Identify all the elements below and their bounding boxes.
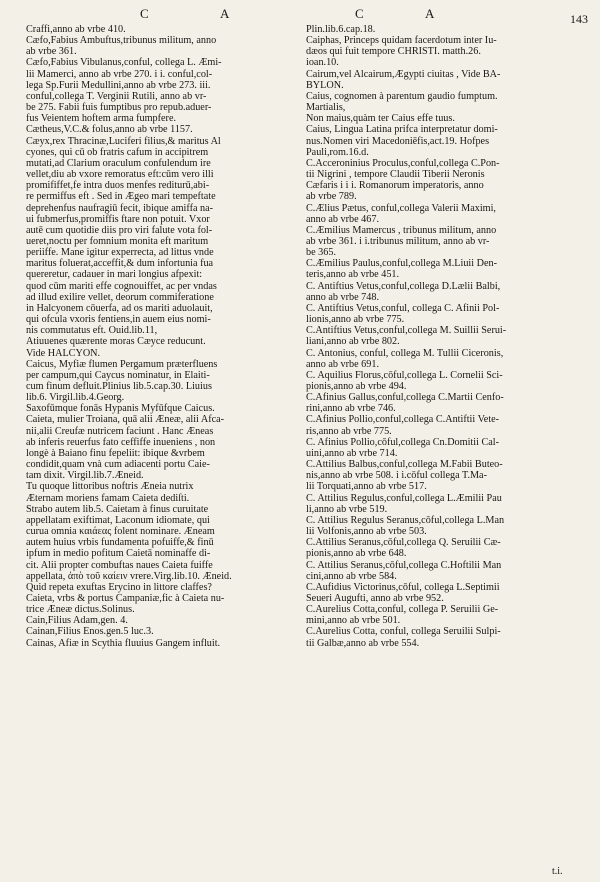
text-line: Seueri Augufti, anno ab vrbe 952. xyxy=(306,592,444,604)
text-line: condidit,quam vnà cum adiacenti portu Caie- xyxy=(26,459,210,471)
catchword: t.i. xyxy=(552,866,563,877)
text-line: Vide HALCYON. xyxy=(26,347,101,359)
text-line: ab vrbe 361. xyxy=(26,46,77,58)
text-line: C. Aquilius Florus,cōful,collega L. Cornelii Sci- xyxy=(306,369,503,381)
text-line: C. Attilius Regulus Seranus,cōful,collega L.Man xyxy=(306,514,505,526)
text-line: lii Mamerci, anno ab vrbe 270. i i. conful,col- xyxy=(26,68,213,80)
text-line: anno ab vrbe 467. xyxy=(306,213,379,225)
text-line: conful,collega T. Verginii Rutili, anno ab vr- xyxy=(26,90,207,102)
text-line: Cætheus,V.C.& folus,anno ab vrbe 1157. xyxy=(26,124,193,136)
text-line: C. Antonius, conful, collega M. Tullii Ciceronis, xyxy=(306,347,504,359)
text-line: autem huius vrbis fundamenta pofuiffe,& finū xyxy=(26,537,214,549)
text-line: cit. Alii propter combuftas naues Caieta fuiffe xyxy=(26,559,213,571)
text-line: tam dixit. Virgil.lib.7.Æneid. xyxy=(26,470,144,482)
text-line: C. Attilius Regulus,conful,collega L.Æmilii Pau xyxy=(306,492,502,504)
text-line: vellet,diu ab vxore remoratus eft:cūm vero illi xyxy=(26,169,214,181)
text-line: appellata, ἀπὸ τοῦ καίειν vrere.Virg.lib.10. Æneid. xyxy=(26,570,232,582)
text-line: nis,anno ab vrbe 508. i i.cōful collega T.Ma- xyxy=(306,470,487,482)
text-line: C.Ælius Pætus, conful,collega Valerii Maximi, xyxy=(306,202,496,214)
text-line: teris,anno ab vrbe 451. xyxy=(306,269,400,281)
text-line: Non maius,quàm ter Caius effe tuus. xyxy=(306,113,455,125)
text-line: fus Veientem hoftem arma fumpfere. xyxy=(26,113,177,125)
text-line: Cainan,Filius Enos.gen.5 luc.3. xyxy=(26,626,154,638)
text-line: Caius, Lingua Latina prifca interpretatur domi- xyxy=(306,124,498,136)
text-line: li,anno ab vrbe 519. xyxy=(306,503,388,515)
text-line: Tu quoque littoribus noftris Æneia nutrix xyxy=(26,481,194,493)
text-line: C.Antiftius Vetus,conful,collega M. Suillii Serui- xyxy=(306,325,507,337)
text-line: promififfet,fe intra duos menfes rediturū,abi- xyxy=(26,180,210,192)
text-line: C.Æmilius Paulus,conful,collega M.Liuii Den- xyxy=(306,258,497,270)
text-line: ab inferis reuerfus fato ceffiffe inueniens , non xyxy=(26,436,216,448)
text-line: C. Antiftius Vetus,conful,collega D.Lælii Balbi, xyxy=(306,280,501,292)
text-line: ui fubmerfus,promiffis ftare non potuit. Vxor xyxy=(26,213,210,225)
text-line: curua omnia καιάεας folent nominare. Æneam xyxy=(26,526,215,538)
text-line: be 275. Fabii fuis fumptibus pro repub.aduer- xyxy=(26,102,212,114)
text-line: lega Sp.Furii Medullini,anno ab vrbe 273. iii. xyxy=(26,79,211,91)
text-line: Cæfo,Fabius Vibulanus,conful, collega L. Æmi- xyxy=(26,57,222,69)
text-line: nii,alii Creufæ nutricem faciunt . Hanc Æneas xyxy=(26,425,214,437)
text-line: quod cūm mariti effe cognouiffet, ac per vndas xyxy=(26,280,217,292)
text-line: trice Æneæ dictus.Solinus. xyxy=(26,604,135,616)
running-head-right-letter-2: A xyxy=(425,6,437,21)
text-line: liani,anno ab vrbe 802. xyxy=(306,336,400,348)
text-line: C.Afinius Pollio,conful,collega C.Antiftii Vete- xyxy=(306,414,500,426)
text-line: nus.Nomen viri Macedoniēfis,act.19. Hofpes xyxy=(306,135,490,147)
text-line: ris,anno ab vrbe 775. xyxy=(306,425,392,437)
text-line: Cæyx,rex Thracinæ,Luciferi filius,& maritus Al xyxy=(26,135,221,147)
text-line: tii Galbæ,anno ab vrbe 554. xyxy=(306,637,420,649)
text-line: C.Aufidius Victorinus,cōful, collega L.Septimii xyxy=(306,581,500,593)
text-line: periiffe. Mane igitur experrecta, ad littus vnde xyxy=(26,247,214,259)
text-line: Cainas, Afiæ in Scythia fluuius Gangem influit. xyxy=(26,637,221,649)
text-line: ipfum in medio pofitum Caietā nominaffe di- xyxy=(26,548,211,560)
text-line: cini,anno ab vrbe 584. xyxy=(306,570,397,582)
text-line: appellatam exiftimat, Laconum idiomate, qui xyxy=(26,514,210,526)
text-line: rini,anno ab vrbe 746. xyxy=(306,403,396,415)
text-line: anno ab vrbe 691. xyxy=(306,358,379,370)
left-column xyxy=(26,24,298,649)
text-line: C.Afinius Gallus,conful,collega C.Martii Cenfo- xyxy=(306,392,504,404)
text-line: Plin.lib.6.cap.18. xyxy=(306,24,376,35)
text-line: Saxofūmque fonās Hypanis Myfūfque Caicus. xyxy=(26,403,215,415)
text-line: dæos qui fuit tempore CHRISTI. matth.26. xyxy=(306,46,481,58)
text-line: Cæfaris i i i. Romanorum imperatoris, anno xyxy=(306,180,484,192)
text-line: mini,anno ab vrbe 501. xyxy=(306,615,401,627)
text-line: C.Attilius Balbus,conful,collega M.Fabii Buteo- xyxy=(306,459,503,471)
text-line: lii Volfonis,anno ab vrbe 503. xyxy=(306,526,427,538)
text-line: Pauli,rom.16.d. xyxy=(306,146,369,158)
text-line: in Halcyonem cōuerfa, ad os mariti aduolauit, xyxy=(26,302,213,314)
text-line: pionis,anno ab vrbe 494. xyxy=(306,381,407,392)
text-line: cum finum defluit.Plinius lib.5.cap.30. Liuius xyxy=(26,381,212,392)
text-line: Atiuuenes quærente moras Cæyce reducunt. xyxy=(26,336,206,348)
text-line: C. Antiftius Vetus,conful, collega C. Afinii Pol- xyxy=(306,302,500,314)
text-line: anno ab vrbe 748. xyxy=(306,291,379,303)
right-column xyxy=(306,24,582,649)
text-line: C.Aurelius Cotta, conful, collega Seruilii Sulpi- xyxy=(306,626,501,638)
text-line: BYLON. xyxy=(306,79,344,91)
text-line: mutati,ad Clarium oraculum confulendum ire xyxy=(26,157,211,169)
text-line: maritus foluerat,acceffit,& dum infortunia fua xyxy=(26,258,214,270)
page-number: 143 xyxy=(570,12,588,26)
text-line: Cairum,vel Alcairum,Ægypti ciuitas , Vide BA- xyxy=(306,68,501,80)
text-line: re permiffus eft . Sed in Ægeo mari tempeftate xyxy=(26,191,216,203)
text-line: Caius, cognomen à parentum gaudio fumptum. xyxy=(306,90,498,102)
text-line: lii Torquati,anno ab vrbe 517. xyxy=(306,481,427,493)
text-line: Cain,Filius Adam,gen. 4. xyxy=(26,615,128,627)
text-line: Caieta, vrbs & portus Campaniæ,fic à Caieta nu- xyxy=(26,592,225,604)
text-line: autē cum quotidie diis pro viri falute vota fol- xyxy=(26,224,213,236)
running-head-right-letter-1: C xyxy=(355,6,366,21)
text-line: lionis,anno ab vrbe 775. xyxy=(306,314,405,326)
text-line: longè à Baiano finu fepeliit: ibique &vrbem xyxy=(26,447,205,459)
text-line: C.Aurelius Cotta,conful, collega P. Seruilii Ge- xyxy=(306,604,499,616)
text-line: pionis,anno ab vrbe 648. xyxy=(306,548,407,560)
text-line: qui ofcula vxoris fentiens,in auem eius nomi- xyxy=(26,314,211,326)
text-line: Martialis, xyxy=(306,102,346,114)
text-line: Cæfo,Fabius Ambuftus,tribunus militum, anno xyxy=(26,35,217,47)
text-line: Æternam moriens famam Caieta dediſti. xyxy=(26,492,190,504)
text-line: ab vrbe 361. i i.tribunus militum, anno ab vr- xyxy=(306,235,490,247)
text-line: Caiphas, Princeps quidam facerdotum inter Iu- xyxy=(306,35,497,47)
text-line: ueret,noctu per fomnium monita eft maritum xyxy=(26,235,209,247)
text-line: cyones, qui cū ob fratris cafum in accipitrem xyxy=(26,146,209,158)
text-line: C.Æmilius Mamercus , tribunus militum, anno xyxy=(306,224,497,236)
text-line: C. Attilius Seranus,cōful,collega C.Hoftilii Man xyxy=(306,559,502,571)
text-line: C.Attilius Seranus,cōful,collega Q. Seruilii Cæ- xyxy=(306,537,501,549)
text-line: nis commutatus eft. Ouid.lib.11, xyxy=(26,325,158,337)
text-line: lib.6. Virgil.lib.4.Georg. xyxy=(26,392,125,404)
text-line: quereretur, cadauer in mari longius afpexit: xyxy=(26,269,203,281)
text-line: Quid repeta exuftas Erycino in littore claffes? xyxy=(26,581,212,593)
text-line: C.Acceroninius Proculus,conful,collega C.Pon- xyxy=(306,157,500,169)
text-line: ad illud exilire vellet, deorum commiferatione xyxy=(26,291,214,303)
text-line: deprehenfus naufragiū fecit, ibique amiffa na- xyxy=(26,202,214,214)
text-line: Caicus, Myfiæ flumen Pergamum præterfluens xyxy=(26,358,218,370)
text-line: uini,anno ab vrbe 714. xyxy=(306,447,398,459)
text-line: be 365. xyxy=(306,247,336,259)
text-line: Caieta, mulier Troiana, quā alii Æneæ, alii Afca- xyxy=(26,414,225,426)
text-line: Strabo autem lib.5. Caietam à finus curuitate xyxy=(26,503,209,515)
text-line: Craffi,anno ab vrbe 410. xyxy=(26,24,126,35)
text-line: ioan.10. xyxy=(306,57,339,69)
text-line: C. Afinius Pollio,cōful,collega Cn.Domitii Cal- xyxy=(306,436,499,448)
text-line: tii Nigrini , tempore Claudii Tiberii Neronis xyxy=(306,169,485,181)
running-head-left-letter-2: A xyxy=(220,6,232,21)
text-line: per campum,qui Caycus nominatur, in Elaiti- xyxy=(26,369,210,381)
text-line: ab vrbe 789. xyxy=(306,191,357,203)
running-head-left-letter-1: C xyxy=(140,6,151,21)
